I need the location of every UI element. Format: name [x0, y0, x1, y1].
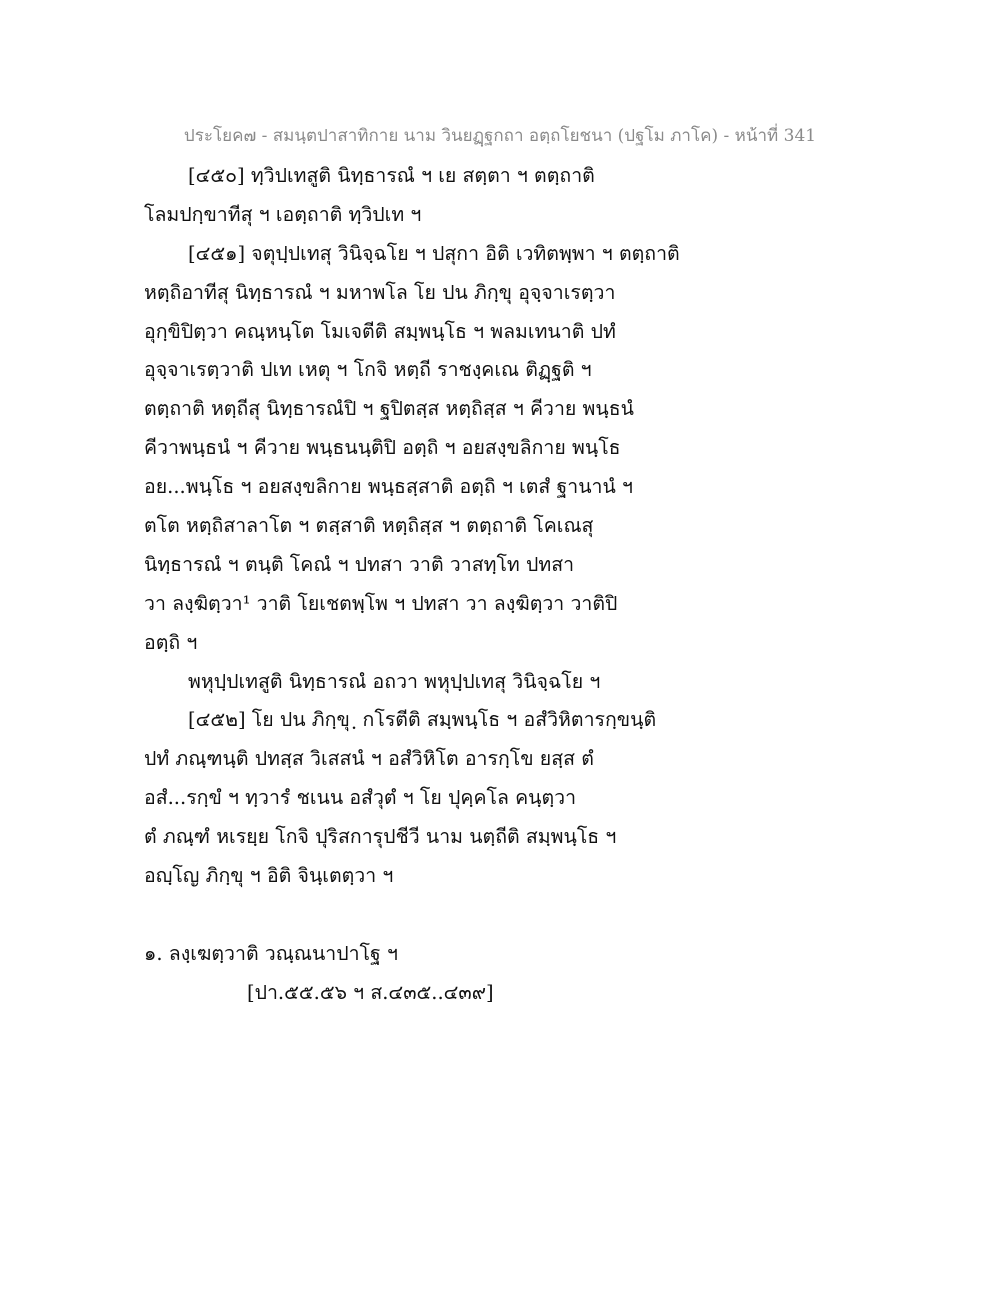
- text-line: โลมปกฺขาทีสุ ฯ เอตฺถาติ ทฺวิปเท ฯ: [144, 202, 422, 226]
- text-line: หตฺถิอาทีสุ นิทฺธารณํ ฯ มหาพโล โย ปน ภิกฺขุ อุจฺจาเรตฺวา: [144, 280, 616, 304]
- text-line: อญฺโญ ภิกฺขุ ฯ อิติ จินฺเตตฺวา ฯ: [144, 864, 394, 888]
- paragraph-452-line: [๔๕๒] โย ปน ภิกฺขุ ฺ กโรตีติ สมฺพนฺโธ ฯ อสํวิหิตารกฺขนฺติ: [188, 708, 657, 732]
- text-line: อุจฺจาเรตฺวาติ ปเท เหตุ ฯ โกจิ หตฺถี ราชงฺคเณ ติฏฺฐติ ฯ: [144, 358, 592, 382]
- page-header: ประโยค๗ - สมนฺตปาสาทิกาย นาม วินยฏฺฐกถา อตฺถโยชนา (ปฐโม ภาโค) - หน้าที่ 341: [183, 126, 817, 146]
- text-line: อตฺถิ ฯ: [144, 630, 198, 654]
- blank-line: [144, 896, 704, 935]
- text-line: อสํ...รกฺขํ ฯ ทฺวารํ ชเนน อสํวุตํ ฯ โย ปุคฺคโล คนฺตฺวา: [144, 786, 577, 810]
- text-line: ปทํ ภณฺฑนฺติ ปทสฺส วิเสสนํ ฯ อสํวิหิโต อารกฺโข ยสฺส ตํ: [144, 747, 594, 771]
- text-line: นิทฺธารณํ ฯ ตนฺติ โคณํ ฯ ปทสา วาติ วาสทฺโท ปทสา: [144, 552, 575, 576]
- text-line: ตํ ภณฺฑํ หเรยฺย โกจิ ปุริสการุปชีวี นาม นตฺถีติ สมฺพนฺโธ ฯ: [144, 825, 617, 849]
- paragraph-451-line: [๔๕๑] จตุปฺปเทสุ วินิจฺฉโย ฯ ปสุกา อิติ เวทิตพฺพา ฯ ตตฺถาติ: [188, 241, 680, 265]
- text-line: ตตฺถาติ หตฺถีสุ นิทฺธารณํปิ ฯ ฐปิตสฺส หตฺถิสฺส ฯ คีวาย พนฺธนํ: [144, 397, 634, 421]
- paragraph-bahuppada-line: พหุปฺปเทสูติ นิทฺธารณํ อถวา พหุปฺปเทสุ วินิจฺฉโย ฯ: [188, 669, 601, 693]
- text-line: อุกฺขิปิตฺวา คณฺหนฺโต โมเจตีติ สมฺพนฺโธ ฯ พลมเทนาติ ปทํ: [144, 319, 616, 343]
- text-line: ตโต หตฺถิสาลาโต ฯ ตสฺสาติ หตฺถิสฺส ฯ ตตฺถาติ โคเณสุ: [144, 514, 594, 538]
- text-line: อย...พนฺโธ ฯ อยสงฺขลิกาย พนฺธสฺสาติ อตฺถิ ฯ เตสํ ฐานานํ ฯ: [144, 475, 633, 499]
- body-text: [144, 157, 704, 1013]
- text-line: คีวาพนฺธนํ ฯ คีวาย พนฺธนนฺติปิ อตฺถิ ฯ อยสงฺขลิกาย พนฺโธ: [144, 436, 621, 460]
- footnote: ๑. ลงฺเฆตฺวาติ วณฺณนาปาโฐ ฯ: [144, 941, 398, 965]
- text-line: วา ลงฺฆิตฺวา¹ วาติ โยเชตพฺโพ ฯ ปทสา วา ลงฺฆิตฺวา วาติปิ: [144, 591, 618, 615]
- paragraph-450-line: [๔๕๐] ทฺวิปเทสูติ นิทฺธารณํ ฯ เย สตฺตา ฯ ตตฺถาติ: [188, 164, 595, 187]
- page-reference: [ปา.๕๕.๕๖ ฯ ส.๔๓๕..๔๓๙]: [247, 980, 494, 1004]
